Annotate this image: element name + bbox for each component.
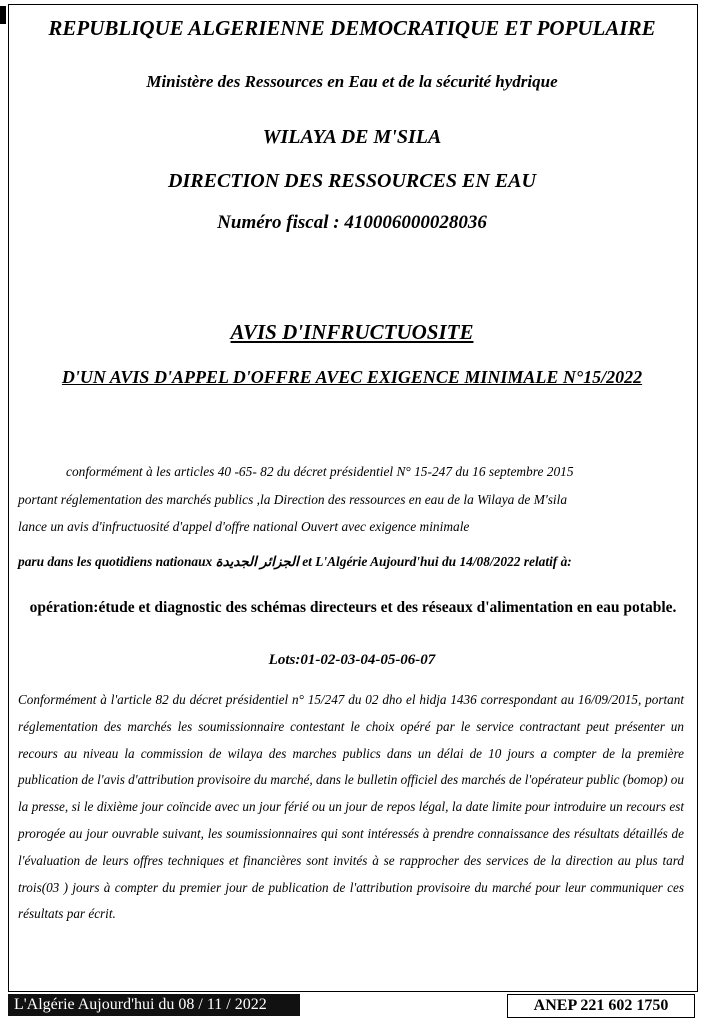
- anep-reference: ANEP 221 602 1750: [507, 994, 695, 1018]
- wilaya-heading: WILAYA DE M'SILA: [262, 126, 442, 148]
- notice-subtitle: D'UN AVIS D'APPEL D'OFFRE AVEC EXIGENCE MINIMALE N°15/2022: [61, 367, 643, 387]
- notice-title: AVIS D'INFRUCTUOSITE: [230, 320, 474, 344]
- intro-line-2: portant réglementation des marchés publics ,la Direction des ressources en eau de la Wilaya de M'sila: [18, 492, 568, 507]
- ministry-heading: Ministère des Ressources en Eau et de la sécurité hydrique: [146, 72, 558, 91]
- direction-heading: DIRECTION DES RESSOURCES EN EAU: [168, 170, 536, 192]
- intro-line-3: lance un avis d'infructuosité d'appel d'offre national Ouvert avec exigence minimale: [18, 519, 470, 534]
- newspaper-footer: L'Algérie Aujourd'hui du 08 / 11 / 2022: [8, 994, 300, 1016]
- republic-heading: REPUBLIQUE ALGERIENNE DEMOCRATIQUE ET POPULAIRE: [48, 16, 656, 40]
- intro-line-1: conformément à les articles 40 -65- 82 du décret présidentiel N° 15-247 du 16 septembre 2015: [66, 464, 574, 479]
- intro-line-4: paru dans les quotidiens nationaux الجزائر الجديدة et L'Algérie Aujourd'hui du 14/08/2022 relatif à:: [18, 554, 572, 569]
- recourse-paragraph: Conformément à l'article 82 du décret présidentiel n° 15/247 du 02 dho el hidja 1436 correspondant au 16/09/2015, portant réglementation des marchés les soumissionnaire contestant le choix opéré par le service contractant peut présenter un recours au niveau la commission de wilaya des marches publics dans un délai de 10 jours a compter de la première publication de l'avis d'attribution provisoire du marché, dans le bulletin officiel des marchés de l'opérateur public (bomop) ou la presse, si le dixième jour coïncide avec un jour férié ou un jour de repos légal, la date limite pour introduire un recours est prorogée au jour ouvrable suivant, les soumissionnaires qui sont intéressés à prendre connaissance des résultats détaillés de l'évaluation de leurs offres techniques et financières sont invités à se rapprocher des services de la direction au plus tard trois(03 ) jours à compter du premier jour de publication de l'attribution provisoire du marché pour leur communiquer ces résultats par écrit.: [18, 692, 684, 922]
- lots-list: Lots:01-02-03-04-05-06-07: [268, 652, 436, 668]
- operation-description: opération:étude et diagnostic des schémas directeurs et des réseaux d'alimentation en eau potable.: [29, 599, 677, 616]
- fiscal-number: Numéro fiscal : 410006000028036: [217, 212, 487, 233]
